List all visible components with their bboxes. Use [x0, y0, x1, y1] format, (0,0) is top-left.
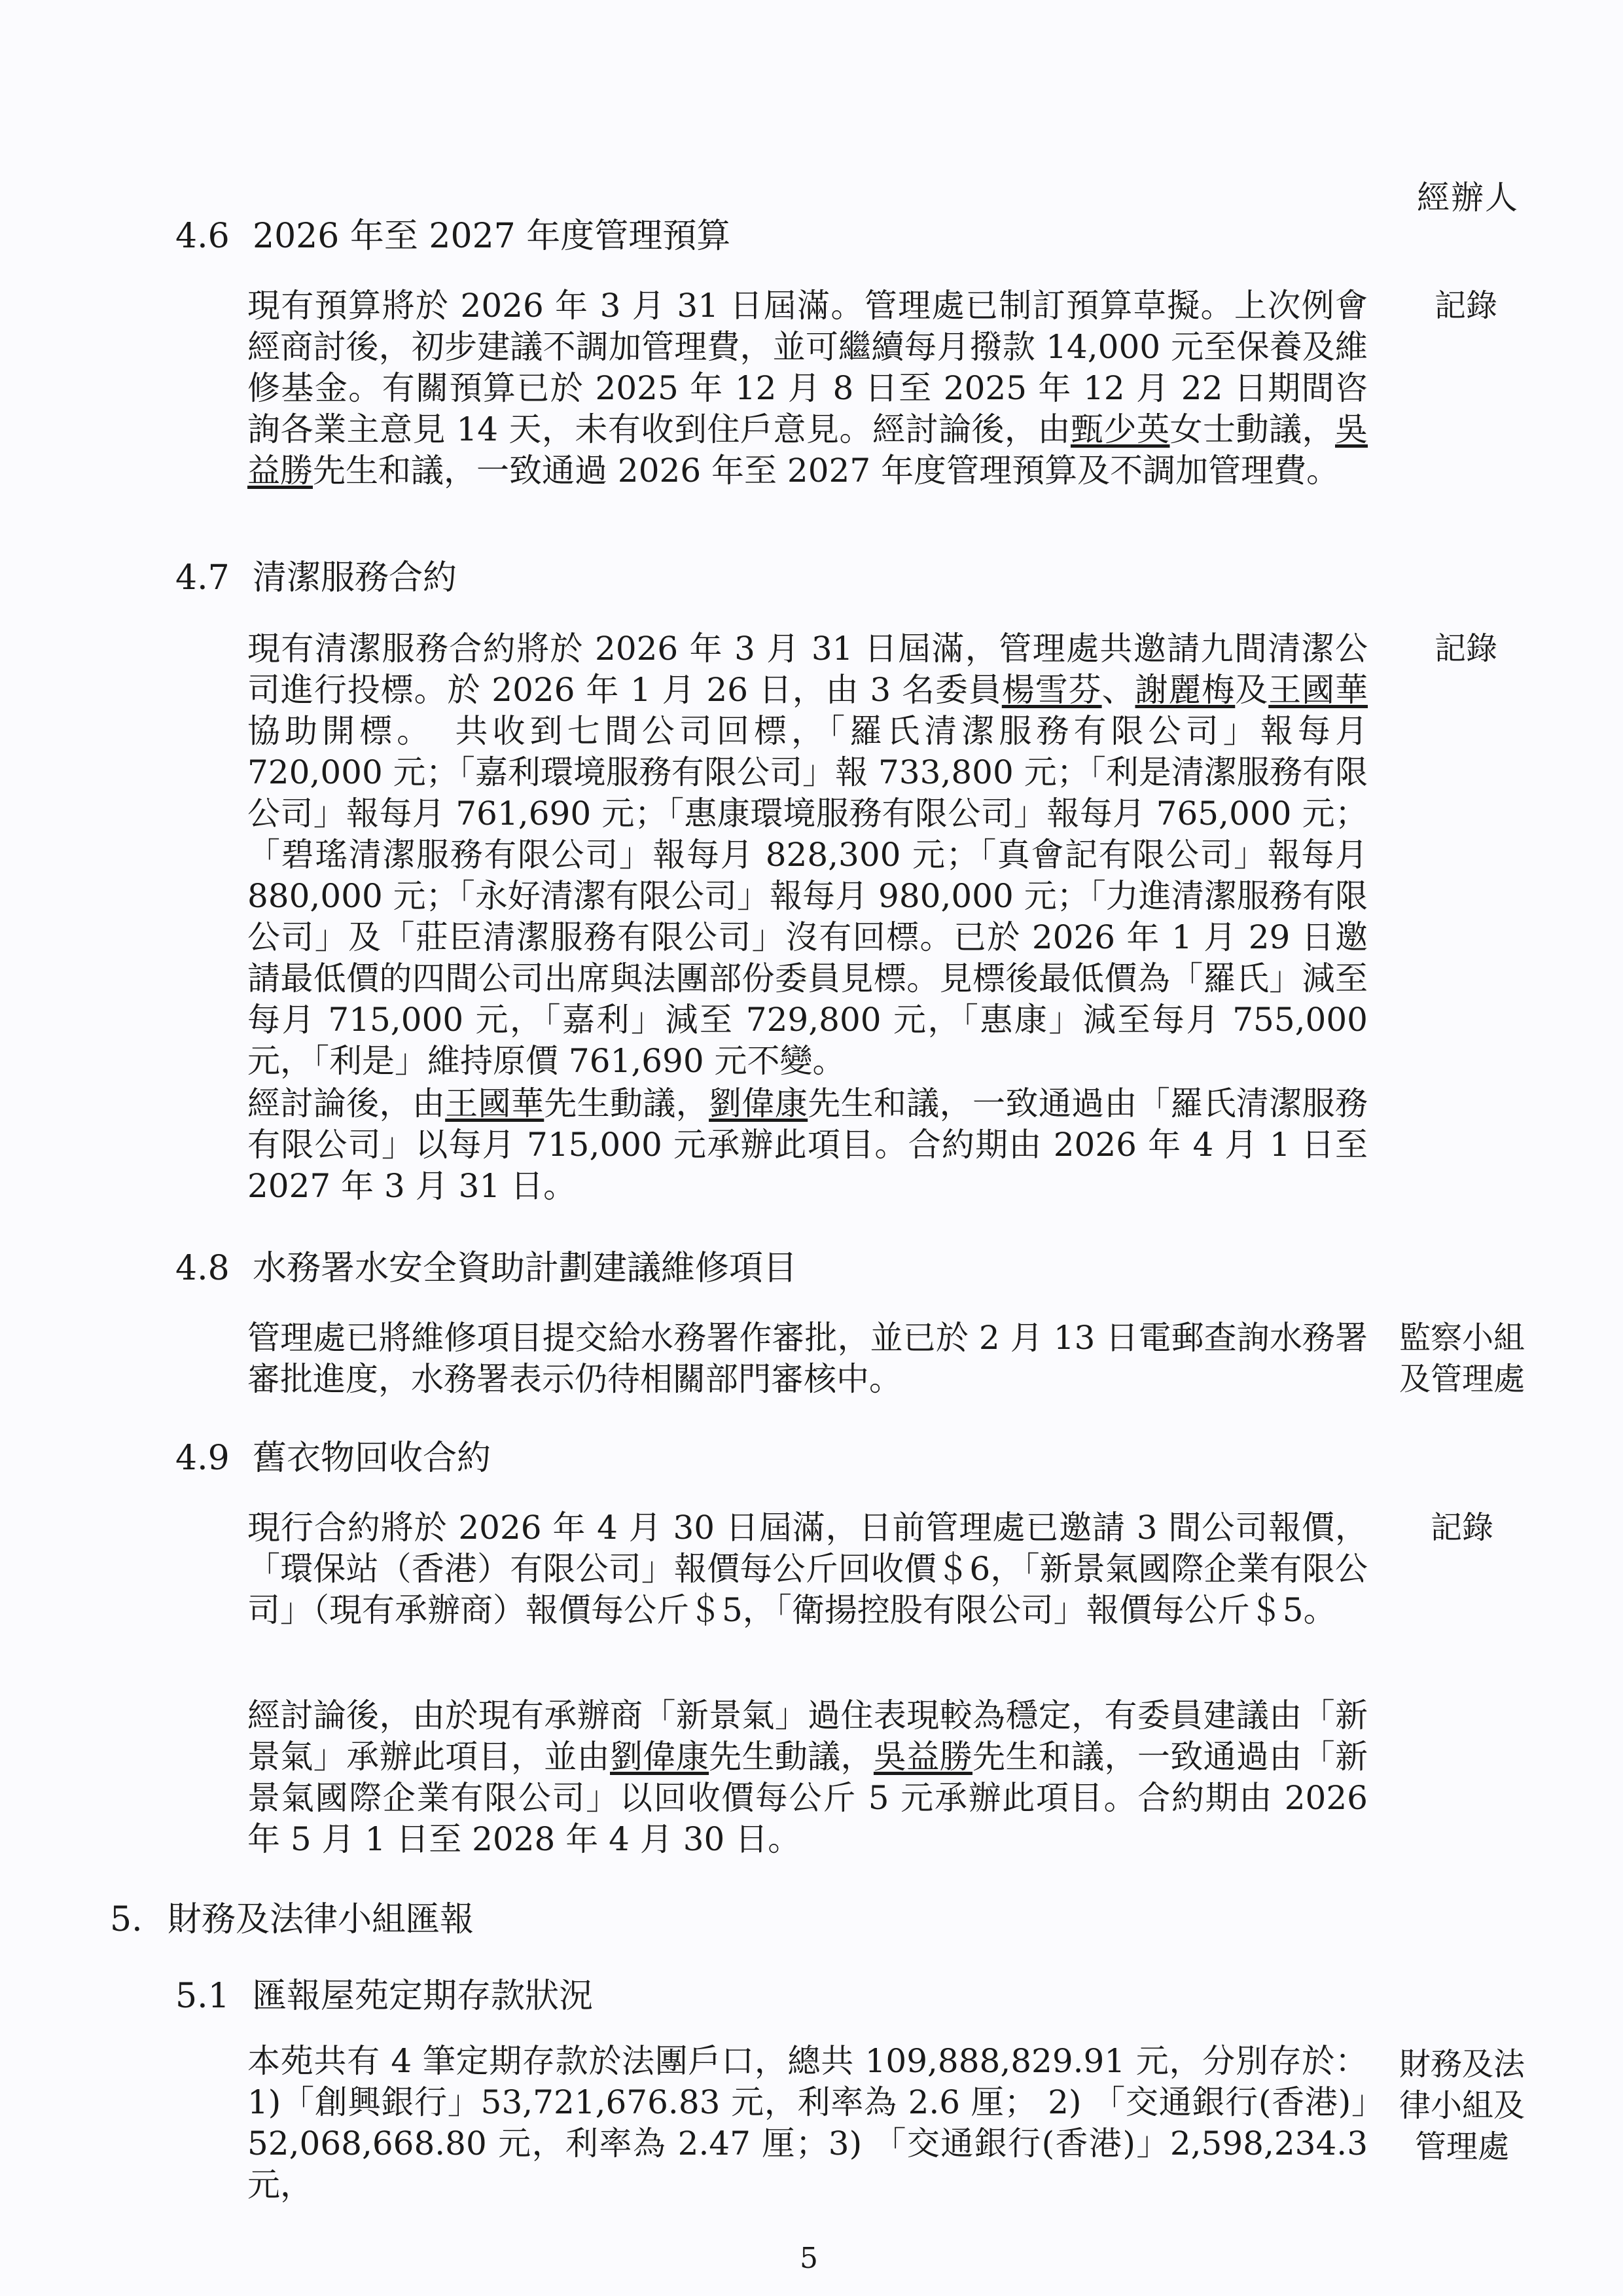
section-title: 匯報屋苑定期存款狀況 — [253, 1977, 594, 2016]
section-number: 4.6 — [175, 217, 230, 256]
section-5-1-handler: 財務及法 律小組及 管理處 — [1399, 2046, 1525, 2165]
page-number: 5 — [800, 2242, 818, 2275]
section-title: 財務及法律小組匯報 — [168, 1900, 474, 1939]
section-number: 4.8 — [175, 1249, 230, 1288]
section-4-7-paragraph-1: 現有清潔服務合約將於 2026 年 3 月 31 日屆滿，管理處共邀請九間清潔公司進行投標。於 2026 年 1 月 26 日，由 3 名委員楊雪芬、謝麗梅及王國華協助開標。 共收到七間公司回標，「羅氏清潔服務有限公司」報每月 720,000 元；「嘉利環境服務有限公司」報 733,800 元；「利是清潔服務有限公司」報每月 761,690 元；「惠康環境服務有限公司」報每月 765,000 元；「碧瑤清潔服務有限公司」報每月 828,300 元；「真會記有限公司」報每月 880,000 元；「永好清潔有限公司」報每月 980,000 元；「力進清潔服務有限公司」及「莊臣清潔服務有限公司」沒有回標。已於 2026 年 1 月 29 日邀請最低價的四間公司出席與法團部份委員見標。見標後最低價為「羅氏」減至每月 715,000 元，「嘉利」減至 729,800 元，「惠康」減至每月 755,000 元，「利是」維持原價 761,690 元不變。 — [247, 630, 1368, 1080]
underlined-name: 甄少英 — [1070, 410, 1170, 448]
section-number: 5. — [110, 1900, 143, 1939]
section-4-7-handler: 記錄 — [1434, 630, 1497, 667]
section-4-6-handler: 記錄 — [1434, 287, 1497, 324]
section-4-7-heading — [175, 550, 457, 599]
section-number: 4.7 — [175, 558, 230, 598]
section-5-heading — [110, 1892, 474, 1941]
section-4-6-heading — [175, 208, 730, 257]
section-5-1-paragraph: 本苑共有 4 筆定期存款於法團戶口，總共 109,888,829.91 元，分別存於：1)「創興銀行」53,721,676.83 元，利率為 2.6 厘； 2) 「交通銀行(香港)」52,068,668.80 元，利率為 2.47 厘；3) 「交通銀行(香港)」2,598,234.3 元， — [247, 2042, 1368, 2204]
section-4-6-paragraph: 現有預算將於 2026 年 3 月 31 日屆滿。管理處已制訂預算草擬。上次例會經商討後，初步建議不調加管理費，並可繼續每月撥款 14,000 元至保養及維修基金。有關預算已於 2025 年 12 月 8 日至 2025 年 12 月 22 日期間咨詢各業主意見 14 天，未有收到住戶意見。經討論後，由甄少英女士動議，吳益勝先生和議，一致通過 2026 年至 2027 年度管理預算及不調加管理費。 — [247, 287, 1368, 490]
section-title: 清潔服務合約 — [253, 558, 457, 598]
underlined-name: 謝麗梅 — [1135, 671, 1236, 709]
section-title: 舊衣物回收合約 — [253, 1439, 491, 1478]
underlined-name: 王國華 — [445, 1085, 544, 1122]
underlined-name: 劉偉康 — [610, 1738, 709, 1776]
underlined-name: 楊雪芬 — [1001, 671, 1102, 709]
section-4-9-heading — [175, 1430, 491, 1479]
section-4-7-paragraph-2: 經討論後，由王國華先生動議，劉偉康先生和議，一致通過由「羅氏清潔服務有限公司」以每月 715,000 元承辦此項目。合約期由 2026 年 4 月 1 日至 2027 年 3 月 31 日。 — [247, 1085, 1368, 1205]
section-4-9-paragraph-2: 經討論後，由於現有承辦商「新景氣」過住表現較為穩定，有委員建議由「新景氣」承辦此項目，並由劉偉康先生動議，吳益勝先生和議，一致通過由「新景氣國際企業有限公司」以回收價每公斤 5 元承辦此項目。合約期由 2026 年 5 月 1 日至 2028 年 4 月 30 日。 — [247, 1696, 1368, 1858]
underlined-name: 劉偉康 — [709, 1085, 808, 1122]
section-4-9-paragraph-1: 現行合約將於 2026 年 4 月 30 日屆滿，日前管理處已邀請 3 間公司報價，「環保站（香港）有限公司」報價每公斤回收價＄6，「新景氣國際企業有限公司」（現有承辦商）報價每公斤＄5，「衛揚控股有限公司」報價每公斤＄5。 — [247, 1509, 1368, 1629]
section-4-9-handler: 記錄 — [1430, 1509, 1493, 1546]
section-4-8-handler: 監察小組 及管理處 — [1399, 1319, 1525, 1397]
section-number: 5.1 — [175, 1977, 230, 2016]
section-4-8-paragraph: 管理處已將維修項目提交給水務署作審批，並已於 2 月 13 日電郵查詢水務署審批進度，水務署表示仍待相關部門審核中。 — [247, 1319, 1368, 1398]
underlined-name: 吳益勝 — [873, 1738, 973, 1776]
handler-column-header: 經辦人 — [1417, 179, 1519, 217]
section-5-1-heading — [175, 1968, 593, 2017]
section-number: 4.9 — [175, 1439, 230, 1478]
section-title: 2026 年至 2027 年度管理預算 — [253, 217, 731, 256]
underlined-name: 王國華 — [1268, 671, 1368, 709]
section-4-8-heading — [175, 1240, 797, 1289]
underlined-name: 吳益勝 — [247, 410, 1368, 490]
section-title: 水務署水安全資助計劃建議維修項目 — [253, 1249, 798, 1288]
